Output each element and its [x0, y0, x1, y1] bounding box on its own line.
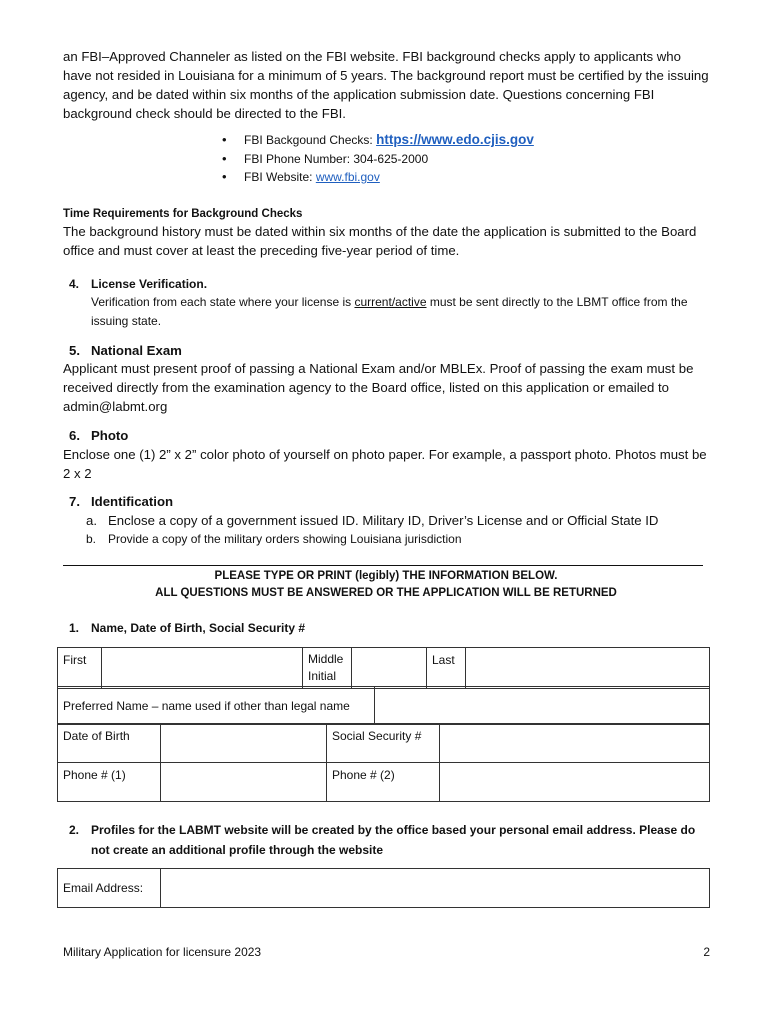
ssn-input[interactable] [440, 724, 710, 763]
instructions-line-1: PLEASE TYPE OR PRINT (legibly) THE INFORMATION BELOW. [214, 570, 558, 582]
section-6-heading: 6. Photo [69, 428, 129, 443]
last-name-label: Last [427, 648, 466, 689]
fbi-contact-list [222, 131, 702, 187]
footer-title: Military Application for licensure 2023 [63, 945, 262, 959]
section-5-heading: 5. National Exam [69, 343, 182, 358]
phone-1-input[interactable] [161, 763, 327, 802]
middle-initial-input[interactable] [352, 648, 427, 689]
phone-2-label: Phone # (2) [327, 763, 440, 802]
last-name-input[interactable] [466, 648, 710, 689]
form-1-heading: 1. Name, Date of Birth, Social Security # [69, 621, 306, 635]
phone-1-label: Phone # (1) [58, 763, 161, 802]
fbi-website-link[interactable]: www.fbi.gov [315, 170, 380, 184]
section-7-item-a: a. Enclose a copy of a government issued ID. Military ID, Driver’s License and or Official State ID [86, 513, 659, 528]
preferred-name-table [57, 686, 710, 725]
section-divider [63, 565, 703, 566]
dob-ssn-phone-table [57, 723, 710, 802]
first-name-label: First [58, 648, 102, 689]
phone-2-input[interactable] [440, 763, 710, 802]
name-table [57, 647, 710, 689]
form-2-heading: 2. Profiles for the LABMT website will be created by the office based your personal email address. Please do not create an additional profile through the website [69, 823, 696, 857]
preferred-name-label: Preferred Name – name used if other than legal name [58, 687, 375, 725]
section-6-text: Enclose one (1) 2” x 2” color photo of yourself on photo paper. For example, a passport photo. Photos must be 2 x 2 [63, 447, 707, 481]
first-name-input[interactable] [102, 648, 303, 689]
instructions-line-2: ALL QUESTIONS MUST BE ANSWERED OR THE APPLICATION WILL BE RETURNED [155, 587, 617, 599]
middle-initial-label: Middle Initial [303, 648, 352, 689]
list-item: • FBI Backgound Checks: https://www.edo.cjis.gov [222, 131, 702, 150]
email-input[interactable] [161, 869, 710, 908]
list-item: • FBI Website: www.fbi.gov [222, 168, 702, 187]
list-item: • FBI Phone Number: 304-625-2000 [222, 150, 702, 169]
time-requirements-text: The background history must be dated within six months of the date the application is submitted to the Board office and must cover at least the preceding five-year period of time. [63, 224, 697, 258]
section-4-heading: 4. License Verification. [69, 277, 208, 291]
ssn-label: Social Security # [327, 724, 440, 763]
section-7-item-b: b. Provide a copy of the military orders showing Louisiana jurisdiction [86, 532, 462, 546]
dob-label: Date of Birth [58, 724, 161, 763]
email-label: Email Address: [58, 869, 161, 908]
time-requirements-heading: Time Requirements for Background Checks [63, 208, 303, 220]
dob-input[interactable] [161, 724, 327, 763]
page-number: 2 [703, 945, 710, 959]
preferred-name-input[interactable] [375, 687, 710, 725]
section-4-text: Verification from each state where your license is current/active must be sent directly to the LBMT office from the issuing state. [91, 295, 688, 328]
fbi-edo-link[interactable]: https://www.edo.cjis.gov [376, 132, 534, 147]
email-table [57, 868, 710, 908]
intro-paragraph: an FBI–Approved Channeler as listed on the FBI website. FBI background checks apply to applicants who have not resided in Louisiana for a minimum of 5 years. The background report must be certified by the issuing agency, and be dated within six months of the application submission date. Questions concerning FBI background check should be directed to the FBI. [63, 49, 709, 121]
section-5-text: Applicant must present proof of passing a National Exam and/or MBLEx. Proof of passing the exam must be received directly from the examination agency to the Board office, listed on this application or emailed to admin@labmt.org [63, 361, 694, 414]
section-7-heading: 7. Identification [69, 494, 174, 509]
